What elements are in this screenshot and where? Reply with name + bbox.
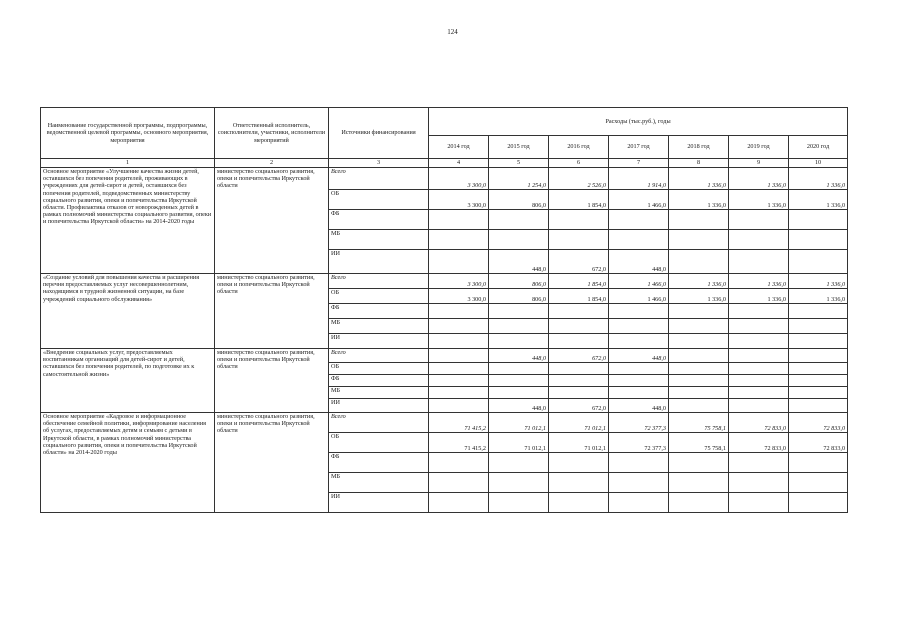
expense-value (789, 230, 848, 250)
expense-value: 71 012,1 (489, 433, 549, 453)
expense-value: 3 300,0 (429, 274, 489, 289)
funding-source: ОБ (329, 289, 429, 304)
funding-source: ИИ (329, 250, 429, 274)
expense-value (489, 387, 549, 399)
expense-value (729, 250, 789, 274)
expense-value (669, 334, 729, 349)
expense-value (429, 473, 489, 493)
funding-source: Всего (329, 168, 429, 190)
expense-value: 448,0 (489, 349, 549, 363)
header-year: 2017 год (609, 136, 669, 159)
table-row (41, 168, 848, 190)
expense-value (549, 210, 609, 230)
expense-value (669, 363, 729, 375)
expense-value: 672,0 (549, 399, 609, 413)
expense-value: 1 336,0 (789, 274, 848, 289)
expense-value (729, 304, 789, 319)
expense-value: 448,0 (609, 349, 669, 363)
expense-value (789, 319, 848, 334)
expense-value (729, 493, 789, 513)
activity-name: Основное мероприятие «Кадровое и информационное обеспечение семейной политики, информирование населения об услугах, предоставляемых детям и семьям с детьми в Иркутской области, в рамках полномочий министерства социального развития, опеки и попечительства Иркутской области» на 2014-2020 годы (41, 413, 215, 513)
expense-value: 1 914,0 (609, 168, 669, 190)
funding-source: ОБ (329, 433, 429, 453)
expense-value (489, 375, 549, 387)
expense-value (729, 349, 789, 363)
expense-value (669, 230, 729, 250)
expense-value: 3 300,0 (429, 289, 489, 304)
expense-value: 1 336,0 (729, 289, 789, 304)
expense-value (549, 453, 609, 473)
expense-value: 72 833,0 (729, 433, 789, 453)
header-column-number: 7 (609, 159, 669, 168)
header-year: 2018 год (669, 136, 729, 159)
expense-value (729, 473, 789, 493)
table-row (41, 274, 848, 289)
expense-value (729, 453, 789, 473)
expense-value (669, 375, 729, 387)
expense-value (489, 210, 549, 230)
expense-value: 1 336,0 (789, 289, 848, 304)
expense-value (729, 375, 789, 387)
expense-value (549, 493, 609, 513)
expense-value: 71 012,1 (549, 433, 609, 453)
expense-value (549, 473, 609, 493)
header-year: 2015 год (489, 136, 549, 159)
funding-source: ОБ (329, 190, 429, 210)
expense-value: 806,0 (489, 274, 549, 289)
header-column-number: 5 (489, 159, 549, 168)
expense-value (729, 210, 789, 230)
expense-value: 448,0 (609, 250, 669, 274)
expense-value: 1 336,0 (669, 289, 729, 304)
header-column-number: 2 (215, 159, 329, 168)
expense-value (789, 334, 848, 349)
expense-value: 1 466,0 (609, 289, 669, 304)
funding-source: ИИ (329, 493, 429, 513)
financing-table (40, 107, 848, 513)
page-number: 124 (447, 28, 458, 36)
header-year: 2020 год (789, 136, 848, 159)
funding-source: ФБ (329, 375, 429, 387)
funding-source: ИИ (329, 334, 429, 349)
expense-value: 1 336,0 (729, 168, 789, 190)
expense-value (549, 363, 609, 375)
expense-value: 75 758,1 (669, 433, 729, 453)
expense-value: 72 833,0 (789, 413, 848, 433)
table-row (41, 413, 848, 433)
expense-value (669, 493, 729, 513)
table-row (41, 349, 848, 363)
expense-value: 72 833,0 (729, 413, 789, 433)
expense-value (489, 304, 549, 319)
expense-value (789, 349, 848, 363)
funding-source: ОБ (329, 363, 429, 375)
header-name: Наименование государственной программы, подпрограммы, ведомственной целевой программы, основного мероприятия, мероприятия (41, 108, 215, 159)
expense-value (609, 493, 669, 513)
expense-value (729, 319, 789, 334)
expense-value: 448,0 (489, 399, 549, 413)
expense-value (549, 230, 609, 250)
activity-executor: министерство социального развития, опеки и попечительства Иркутской области (215, 413, 329, 513)
expense-value (669, 210, 729, 230)
header-year: 2019 год (729, 136, 789, 159)
expense-value: 1 854,0 (549, 274, 609, 289)
expense-value (429, 319, 489, 334)
expense-value (789, 210, 848, 230)
expense-value (609, 334, 669, 349)
header-year: 2016 год (549, 136, 609, 159)
expense-value (549, 304, 609, 319)
funding-source: МБ (329, 473, 429, 493)
activity-executor: министерство социального развития, опеки и попечительства Иркутской области (215, 274, 329, 349)
expense-value: 1 336,0 (669, 168, 729, 190)
expense-value (489, 230, 549, 250)
expense-value (609, 363, 669, 375)
header-column-number: 6 (549, 159, 609, 168)
activity-name: «Создание условий для повышения качества и расширения перечня предоставляемых услуг несовершеннолетним, находящимся в трудной жизненной ситуации, на базе учреждений социального обслуживания» (41, 274, 215, 349)
expense-value (489, 453, 549, 473)
expense-value (729, 230, 789, 250)
expense-value (429, 363, 489, 375)
expense-value (489, 319, 549, 334)
expense-value: 2 526,0 (549, 168, 609, 190)
expense-value (789, 473, 848, 493)
expense-value: 72 833,0 (789, 433, 848, 453)
funding-source: ФБ (329, 453, 429, 473)
expense-value: 1 336,0 (669, 274, 729, 289)
expense-value: 72 377,3 (609, 413, 669, 433)
expense-value (729, 334, 789, 349)
expense-value: 806,0 (489, 190, 549, 210)
header-column-number: 9 (729, 159, 789, 168)
expense-value: 1 336,0 (729, 274, 789, 289)
expense-value (729, 363, 789, 375)
expense-value: 1 466,0 (609, 190, 669, 210)
funding-source: ФБ (329, 210, 429, 230)
expense-value: 806,0 (489, 289, 549, 304)
funding-source: Всего (329, 413, 429, 433)
expense-value (669, 250, 729, 274)
expense-value (609, 473, 669, 493)
expense-value (429, 250, 489, 274)
header-expenses: Расходы (тыс.руб.), годы (429, 108, 848, 136)
expense-value (669, 473, 729, 493)
expense-value (429, 304, 489, 319)
expense-value: 1 254,0 (489, 168, 549, 190)
expense-value: 1 854,0 (549, 190, 609, 210)
expense-value: 75 758,1 (669, 413, 729, 433)
header-column-number: 8 (669, 159, 729, 168)
expense-value (429, 375, 489, 387)
expense-value (429, 334, 489, 349)
expense-value: 672,0 (549, 250, 609, 274)
expense-value (789, 399, 848, 413)
expense-value (669, 349, 729, 363)
expense-value (729, 399, 789, 413)
expense-value (609, 230, 669, 250)
expense-value (489, 493, 549, 513)
expense-value (429, 493, 489, 513)
header-column-number: 10 (789, 159, 848, 168)
expense-value (789, 453, 848, 473)
header-source: Источники финансирования (329, 108, 429, 159)
expense-value (429, 399, 489, 413)
header-column-number: 1 (41, 159, 215, 168)
expense-value (669, 387, 729, 399)
funding-source: МБ (329, 230, 429, 250)
expense-value (549, 375, 609, 387)
funding-source: Всего (329, 274, 429, 289)
activity-executor: министерство социального развития, опеки и попечительства Иркутской области (215, 168, 329, 274)
expense-value: 3 300,0 (429, 168, 489, 190)
expense-value (669, 319, 729, 334)
expense-value (429, 230, 489, 250)
expense-value: 448,0 (609, 399, 669, 413)
expense-value: 3 300,0 (429, 190, 489, 210)
expense-value (609, 375, 669, 387)
funding-source: МБ (329, 319, 429, 334)
expense-value: 448,0 (489, 250, 549, 274)
funding-source: ИИ (329, 399, 429, 413)
expense-value: 1 336,0 (789, 168, 848, 190)
expense-value: 1 854,0 (549, 289, 609, 304)
expense-value (789, 375, 848, 387)
expense-value (549, 334, 609, 349)
activity-executor: министерство социального развития, опеки и попечительства Иркутской области (215, 349, 329, 413)
expense-value (549, 387, 609, 399)
funding-source: МБ (329, 387, 429, 399)
expense-value (669, 399, 729, 413)
expense-value (429, 210, 489, 230)
expense-value: 1 466,0 (609, 274, 669, 289)
expense-value (669, 304, 729, 319)
funding-source: ФБ (329, 304, 429, 319)
expense-value (729, 387, 789, 399)
expense-value: 72 377,3 (609, 433, 669, 453)
expense-value (789, 250, 848, 274)
expense-value (489, 334, 549, 349)
activity-name: «Внедрение социальных услуг, предоставляемых воспитанникам организаций для детей-сирот и детей, оставшихся без попечения родителей, по подготовке их к самостоятельной жизни» (41, 349, 215, 413)
expense-value (789, 493, 848, 513)
expense-value (609, 387, 669, 399)
expense-value: 1 336,0 (669, 190, 729, 210)
expense-value (609, 453, 669, 473)
expense-value: 71 415,2 (429, 433, 489, 453)
header-executor: Ответственный исполнитель, соисполнители, участники, исполнители мероприятий (215, 108, 329, 159)
expense-value: 71 012,1 (549, 413, 609, 433)
expense-value (489, 473, 549, 493)
expense-value: 1 336,0 (729, 190, 789, 210)
expense-value (429, 387, 489, 399)
expense-value (489, 363, 549, 375)
expense-value (429, 349, 489, 363)
funding-source: Всего (329, 349, 429, 363)
expense-value: 1 336,0 (789, 190, 848, 210)
expense-value (609, 319, 669, 334)
header-year: 2014 год (429, 136, 489, 159)
expense-value (669, 453, 729, 473)
expense-value: 71 415,2 (429, 413, 489, 433)
expense-value (789, 304, 848, 319)
expense-value: 672,0 (549, 349, 609, 363)
expense-value (789, 387, 848, 399)
expense-value: 71 012,1 (489, 413, 549, 433)
expense-value (609, 304, 669, 319)
activity-name: Основное мероприятие «Улучшение качества жизни детей, оставшихся без попечения родителей, проживающих в учреждениях для детей-сирот и детей, оставшихся без попечения родителей, подведомственных министерству социального развития, опеки и попечительства Иркутской области. Профилактика отказов от новорожденных детей в рамках полномочий министерства социального развития, опеки и попечительства Иркутской области» на 2014-2020 годы (41, 168, 215, 274)
expense-value (549, 319, 609, 334)
expense-value (429, 453, 489, 473)
header-column-number: 3 (329, 159, 429, 168)
expense-value (789, 363, 848, 375)
expense-value (609, 210, 669, 230)
header-column-number: 4 (429, 159, 489, 168)
